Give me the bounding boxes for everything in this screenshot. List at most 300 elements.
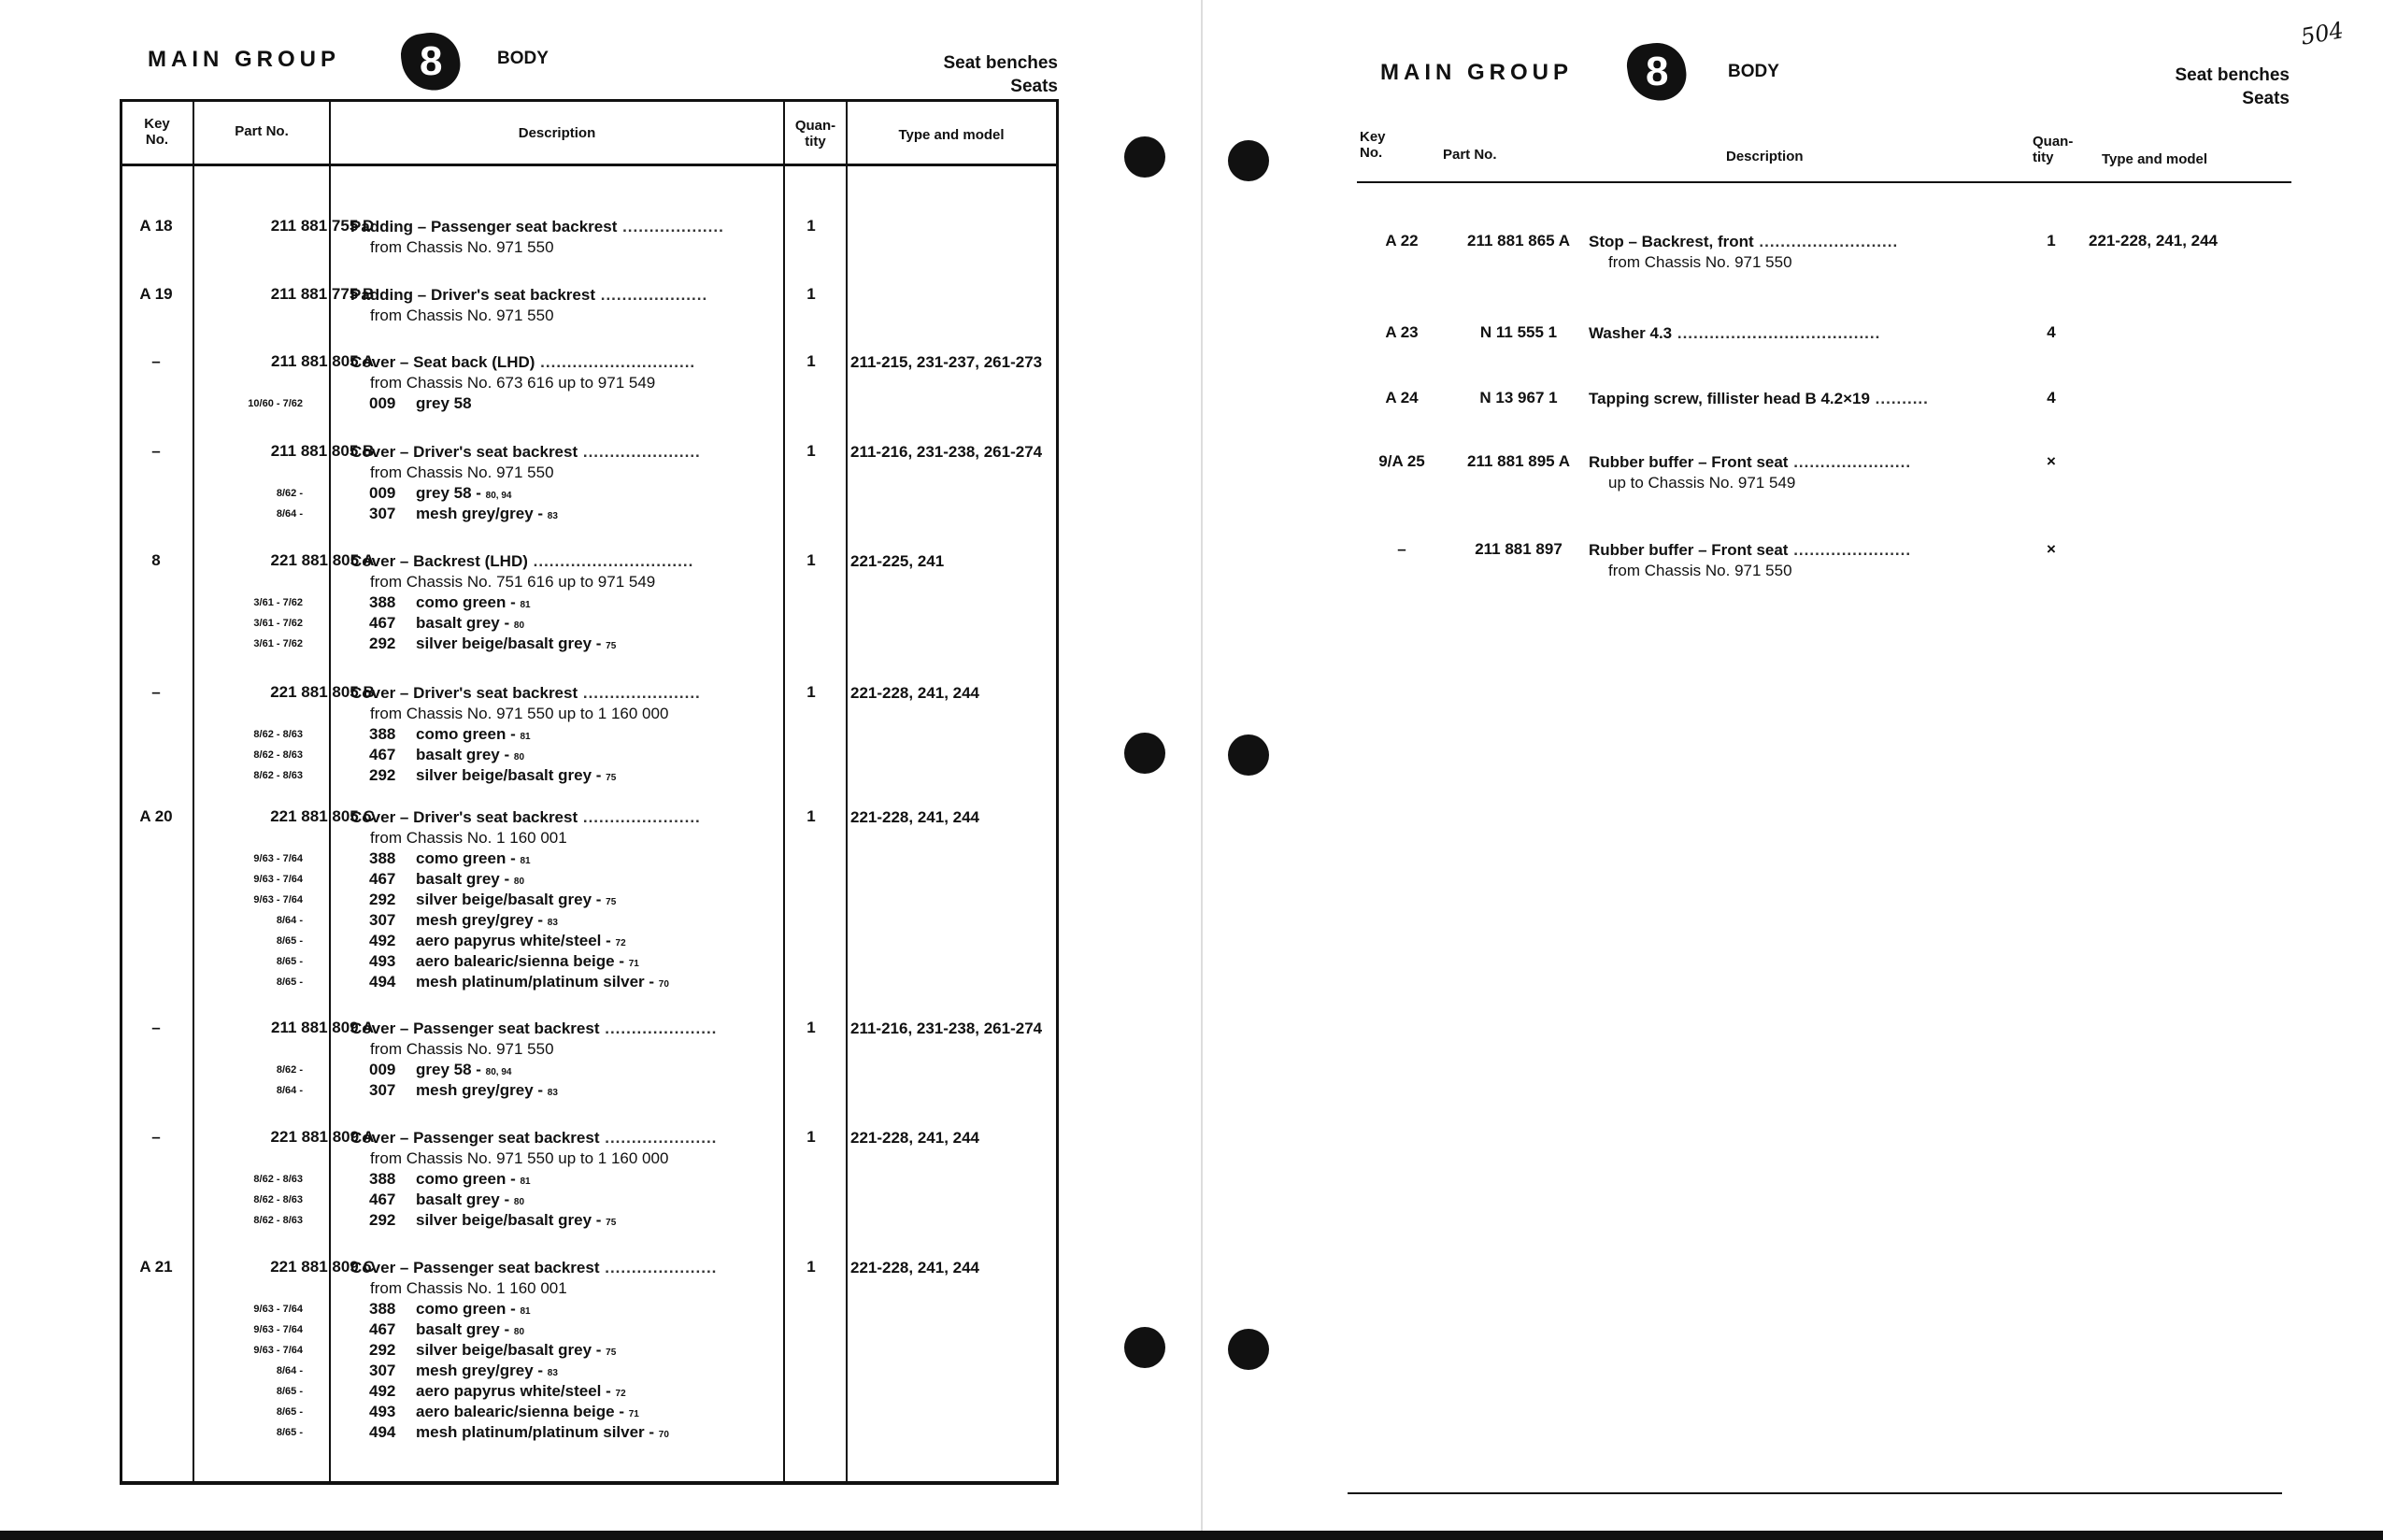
production-date: 8/62 - 8/63 [253,1194,303,1205]
type-model: 221-228, 241, 244 [2089,232,2219,250]
key-number: A 22 [1385,232,1419,250]
description-block [350,1258,892,1443]
variant-line [350,1361,892,1381]
quantity: 1 [806,1258,816,1276]
binder-hole [1228,1329,1269,1370]
footnote-ref: 80 [513,877,525,887]
description-block [1589,232,2028,273]
header-quantity [2033,134,2073,165]
production-date: 8/62 - 8/63 [253,749,303,761]
main-group-label: MAIN GROUP [1380,60,1573,85]
key-number: – [151,352,161,370]
description-note [350,237,892,258]
leader-dots: ...................... [578,443,701,461]
part-number: 211 881 809 A [271,1019,374,1036]
color-code: 492 [369,932,396,949]
key-number: – [151,683,161,701]
header-description: Description [518,125,596,141]
description-text: Padding – Passenger seat backrest [350,218,618,235]
description-block [1589,389,2028,409]
color-name: aero papyrus white/steel - [416,932,611,949]
variant-line [350,613,892,634]
variant-line [350,910,892,931]
variant-line [350,1319,892,1340]
description-note [350,1039,892,1060]
variant-line [350,931,892,951]
description-text: from Chassis No. 1 160 001 [370,829,567,847]
color-name: como green - [416,1300,516,1318]
key-number: – [1397,540,1406,558]
description-block [1589,323,2028,344]
binder-hole [1124,733,1165,774]
variant-line [350,1169,892,1190]
subtitle-seat-benches: Seat benches [943,53,1058,73]
header-qty-line2: tity [2033,150,2054,165]
production-date: 8/65 - [276,1406,303,1418]
footnote-ref: 75 [606,897,617,907]
variant-line [350,1299,892,1319]
footnote-ref: 72 [615,1389,626,1399]
description-block [350,807,892,992]
key-number: – [151,442,161,460]
description-text: from Chassis No. 971 550 [370,463,554,481]
production-date: 8/64 - [276,1365,303,1376]
description-title [1589,389,2028,409]
leader-dots: ................... [617,218,724,235]
part-number: 211 881 895 A [1467,452,1570,470]
part-number: 211 881 865 A [1467,232,1570,250]
color-name: aero balearic/sienna beige - [416,952,624,970]
description-text: Rubber buffer – Front seat [1589,453,1789,471]
footnote-ref: 70 [658,979,669,990]
description-note [350,1148,892,1169]
section-title: BODY [497,49,549,68]
color-name: silver beige/basalt grey - [416,766,602,784]
variant-line [350,724,892,745]
variant-line [350,504,892,524]
description-title [1589,323,2028,344]
header-key-line2: No. [1360,145,1383,161]
variant-line [350,1381,892,1402]
description-text: from Chassis No. 971 550 up to 1 160 000 [370,705,669,722]
leader-dots: .................... [595,286,708,304]
color-code: 492 [369,1382,396,1400]
color-name: silver beige/basalt grey - [416,1211,602,1229]
production-date: 8/64 - [276,508,303,520]
description-note [350,306,892,326]
footnote-ref: 81 [520,600,531,610]
quantity: 1 [2047,232,2056,250]
description-note [1589,561,2028,581]
production-date: 8/62 - 8/63 [253,770,303,781]
production-date: 3/61 - 7/62 [253,618,303,629]
description-note [350,704,892,724]
production-date: 9/63 - 7/64 [253,853,303,864]
footnote-ref: 83 [547,1368,558,1378]
type-model: 221-228, 241, 244 [850,1129,980,1147]
production-date: 8/64 - [276,915,303,926]
color-code: 467 [369,746,396,763]
footer-rule [1348,1492,2282,1494]
color-code: 493 [369,952,396,970]
part-number: 221 881 809 A [270,1128,375,1146]
header-part-no: Part No. [235,123,289,139]
description-text: up to Chassis No. 971 549 [1608,474,1796,492]
color-name: como green - [416,1170,516,1188]
quantity: 1 [806,551,816,569]
production-date: 8/65 - [276,935,303,947]
production-date: 8/62 - [276,488,303,499]
quantity: 1 [806,352,816,370]
footnote-ref: 83 [547,918,558,928]
production-date: 9/63 - 7/64 [253,894,303,905]
variant-line [350,972,892,992]
leader-dots: ............................. [535,353,696,371]
description-block [1589,452,2028,493]
header-underline [1357,181,2291,183]
production-date: 3/61 - 7/62 [253,638,303,649]
production-date: 8/65 - [276,977,303,988]
key-number: A 21 [139,1258,173,1276]
color-code: 292 [369,891,396,908]
leader-dots: ...................... [1788,453,1912,471]
type-model: 211-216, 231-238, 261-274 [850,443,1043,461]
description-note [350,828,892,848]
color-name: aero balearic/sienna beige - [416,1403,624,1420]
leader-dots: .............................. [527,552,694,570]
leader-dots: ...................................... [1672,324,1881,342]
group-number-badge [398,29,464,94]
description-title [1589,452,2028,473]
color-code: 467 [369,614,396,632]
header-description: Description [1726,149,1804,164]
footnote-ref: 75 [606,1348,617,1358]
type-model: 221-228, 241, 244 [850,684,980,702]
quantity: 1 [806,1019,816,1036]
footnote-ref: 83 [547,1088,558,1098]
description-text: from Chassis No. 971 550 [370,238,554,256]
color-name: silver beige/basalt grey - [416,635,602,652]
variant-line [350,1422,892,1443]
description-title [1589,232,2028,252]
description-text: Washer 4.3 [1589,324,1673,342]
description-text: Cover – Passenger seat backrest [350,1129,600,1147]
leader-dots: ...................... [578,684,701,702]
color-name: grey 58 [416,394,472,412]
variant-line [350,869,892,890]
color-code: 009 [369,484,396,502]
part-number: 211 881 897 [1475,540,1563,558]
part-number: 221 881 805 A [270,551,375,569]
subtitle-block [822,51,1058,98]
description-text: from Chassis No. 971 550 up to 1 160 000 [370,1149,669,1167]
description-text: Rubber buffer – Front seat [1589,541,1789,559]
subtitle-block [2137,64,2290,110]
binder-hole [1228,140,1269,181]
footnote-ref: 70 [658,1430,669,1440]
key-number: A 24 [1385,389,1419,406]
bottom-edge [0,1531,2383,1540]
footnote-ref: 72 [615,938,626,948]
color-code: 388 [369,849,396,867]
description-text: from Chassis No. 971 550 [1608,253,1792,271]
type-model: 211-215, 231-237, 261-273 [850,353,1043,371]
quantity: 1 [806,285,816,303]
color-code: 467 [369,870,396,888]
quantity: 1 [806,1128,816,1146]
leader-dots: ...................... [1788,541,1912,559]
variant-line [350,848,892,869]
quantity: 1 [806,442,816,460]
variant-line [350,1190,892,1210]
footnote-ref: 75 [606,773,617,783]
binder-hole [1228,734,1269,776]
color-code: 467 [369,1320,396,1338]
description-block [1589,540,2028,581]
header-key-line2: No. [145,132,169,148]
description-title [1589,540,2028,561]
quantity: 1 [806,217,816,235]
color-code: 292 [369,1211,396,1229]
color-code: 388 [369,593,396,611]
leader-dots: ..................... [599,1129,718,1147]
description-note [1589,473,2028,493]
color-name: mesh grey/grey - [416,1362,544,1379]
main-group-label: MAIN GROUP [148,47,340,72]
variant-line [350,951,892,972]
type-model: 211-216, 231-238, 261-274 [850,1020,1043,1037]
leader-dots: .......... [1869,390,1929,407]
description-text: Cover – Passenger seat backrest [350,1259,600,1276]
color-name: basalt grey - [416,614,510,632]
production-date: 8/62 - 8/63 [253,1215,303,1226]
production-date: 8/65 - [276,1427,303,1438]
description-note [1589,252,2028,273]
part-number: 221 881 805 B [270,683,375,701]
color-name: basalt grey - [416,1191,510,1208]
color-code: 388 [369,1170,396,1188]
color-name: silver beige/basalt grey - [416,891,602,908]
quantity: 1 [806,683,816,701]
footnote-ref: 80 [513,752,525,763]
color-name: como green - [416,593,516,611]
group-number: 8 [1645,49,1669,95]
color-code: 467 [369,1191,396,1208]
key-number: – [151,1019,161,1036]
description-text: Cover – Driver's seat backrest [350,684,578,702]
header-quantity [785,118,846,150]
binder-hole [1124,136,1165,178]
key-number: 9/A 25 [1378,452,1425,470]
production-date: 8/65 - [276,1386,303,1397]
description-note [350,373,892,393]
part-number: 221 881 809 C [270,1258,375,1276]
section-title: BODY [1728,62,1779,81]
color-name: aero papyrus white/steel - [416,1382,611,1400]
color-name: basalt grey - [416,746,510,763]
quantity: 4 [2047,323,2056,341]
color-code: 292 [369,635,396,652]
description-note [350,572,892,592]
color-code: 388 [369,1300,396,1318]
variant-line [350,592,892,613]
column-divider [329,99,331,1485]
description-text: Cover – Driver's seat backrest [350,443,578,461]
footnote-ref: 81 [520,1176,531,1187]
header-divider [120,164,1059,166]
variant-line [350,1210,892,1231]
color-code: 009 [369,394,396,412]
footnote-ref: 71 [628,1409,639,1419]
description-text: from Chassis No. 971 550 [370,1040,554,1058]
footnote-ref: 81 [520,856,531,866]
part-number: 211 881 805 A [271,352,374,370]
color-name: mesh grey/grey - [416,911,544,929]
variant-line [350,1340,892,1361]
color-name: silver beige/basalt grey - [416,1341,602,1359]
key-number: – [151,1128,161,1146]
variant-line [350,890,892,910]
handwritten-page-number: 504 [2298,17,2346,50]
color-name: grey 58 - [416,1061,481,1078]
footnote-ref: 80, 94 [485,1067,512,1077]
production-date: 9/63 - 7/64 [253,874,303,885]
type-model: 221-225, 241 [850,552,945,570]
color-code: 292 [369,766,396,784]
color-name: mesh platinum/platinum silver - [416,1423,655,1441]
group-number-badge [1624,39,1690,105]
color-code: 292 [369,1341,396,1359]
description-text: Cover – Seat back (LHD) [350,353,535,371]
leader-dots: ..................... [599,1259,718,1276]
production-date: 3/61 - 7/62 [253,597,303,608]
footnote-ref: 81 [520,732,531,742]
footnote-ref: 75 [606,1218,617,1228]
variant-line [350,1402,892,1422]
variant-line [350,393,892,414]
description-note [350,463,892,483]
description-text: Cover – Passenger seat backrest [350,1020,600,1037]
production-date: 9/63 - 7/64 [253,1324,303,1335]
color-code: 307 [369,1362,396,1379]
part-number: 211 881 775 B [270,285,375,303]
variant-line [350,745,892,765]
header-type-model: Type and model [898,127,1005,143]
header-key-no [1360,129,1386,161]
footnote-ref: 75 [606,641,617,651]
part-number: 211 881 805 B [270,442,375,460]
key-number: A 20 [139,807,173,825]
subtitle-seat-benches: Seat benches [2175,65,2290,85]
quantity: 4 [2047,389,2056,406]
footnote-ref: 71 [628,959,639,969]
production-date: 8/62 - 8/63 [253,1174,303,1185]
color-code: 009 [369,1061,396,1078]
subtitle-seats: Seats [2242,89,2290,108]
color-name: mesh grey/grey - [416,1081,544,1099]
color-name: como green - [416,849,516,867]
production-date: 8/65 - [276,956,303,967]
right-page [1201,0,2383,1540]
type-model: 221-228, 241, 244 [850,1259,980,1276]
production-date: 9/63 - 7/64 [253,1304,303,1315]
leader-dots: ...................... [578,808,701,826]
description-text: from Chassis No. 971 550 [370,307,554,324]
part-number: 221 881 805 C [270,807,375,825]
color-name: como green - [416,725,516,743]
quantity: × [2047,452,2056,470]
color-name: mesh grey/grey - [416,505,544,522]
footnote-ref: 81 [520,1306,531,1317]
header-qty-line2: tity [805,134,826,150]
color-code: 494 [369,1423,396,1441]
header-qty-line1: Quan- [794,118,836,134]
variant-line [350,1060,892,1080]
footnote-ref: 80 [513,1327,525,1337]
production-date: 8/62 - [276,1064,303,1076]
footnote-ref: 80 [513,1197,525,1207]
description-text: Tapping screw, fillister head B 4.2×19 [1589,390,1870,407]
description-note [350,1278,892,1299]
part-number: 211 881 755 D [270,217,375,235]
key-number: 8 [151,551,161,569]
description-text: from Chassis No. 673 616 up to 971 549 [370,374,656,392]
header-key-no [121,116,193,148]
variant-line [350,1080,892,1101]
color-name: basalt grey - [416,870,510,888]
production-date: 8/64 - [276,1085,303,1096]
header-key-line1: Key [1360,129,1386,145]
color-code: 307 [369,505,396,522]
description-text: Cover – Backrest (LHD) [350,552,528,570]
color-code: 493 [369,1403,396,1420]
description-text: from Chassis No. 971 550 [1608,562,1792,579]
color-name: basalt grey - [416,1320,510,1338]
header-type-model: Type and model [2102,151,2208,167]
variant-line [350,765,892,786]
description-text: Cover – Driver's seat backrest [350,808,578,826]
description-text: Stop – Backrest, front [1589,233,1754,250]
header-part-no: Part No. [1443,147,1497,163]
production-date: 10/60 - 7/62 [248,398,303,409]
description-text: from Chassis No. 1 160 001 [370,1279,567,1297]
part-number: N 11 555 1 [1479,323,1558,341]
footnote-ref: 80 [513,620,525,631]
key-number: A 23 [1385,323,1419,341]
color-code: 494 [369,973,396,991]
leader-dots: ..................... [599,1020,718,1037]
color-name: grey 58 - [416,484,481,502]
description-text: Padding – Driver's seat backrest [350,286,595,304]
color-code: 388 [369,725,396,743]
subtitle-seats: Seats [1010,77,1058,96]
description-text: from Chassis No. 751 616 up to 971 549 [370,573,656,591]
quantity: 1 [806,807,816,825]
column-divider [193,99,194,1485]
production-date: 9/63 - 7/64 [253,1345,303,1356]
key-number: A 19 [139,285,173,303]
header-qty-line1: Quan- [2033,134,2074,150]
group-number: 8 [419,38,443,85]
header-key-line1: Key [144,116,170,132]
binder-hole [1124,1327,1165,1368]
key-number: A 18 [139,217,173,235]
variant-line [350,634,892,654]
color-name: mesh platinum/platinum silver - [416,973,655,991]
color-code: 307 [369,1081,396,1099]
footnote-ref: 80, 94 [485,491,512,501]
footnote-ref: 83 [547,511,558,521]
